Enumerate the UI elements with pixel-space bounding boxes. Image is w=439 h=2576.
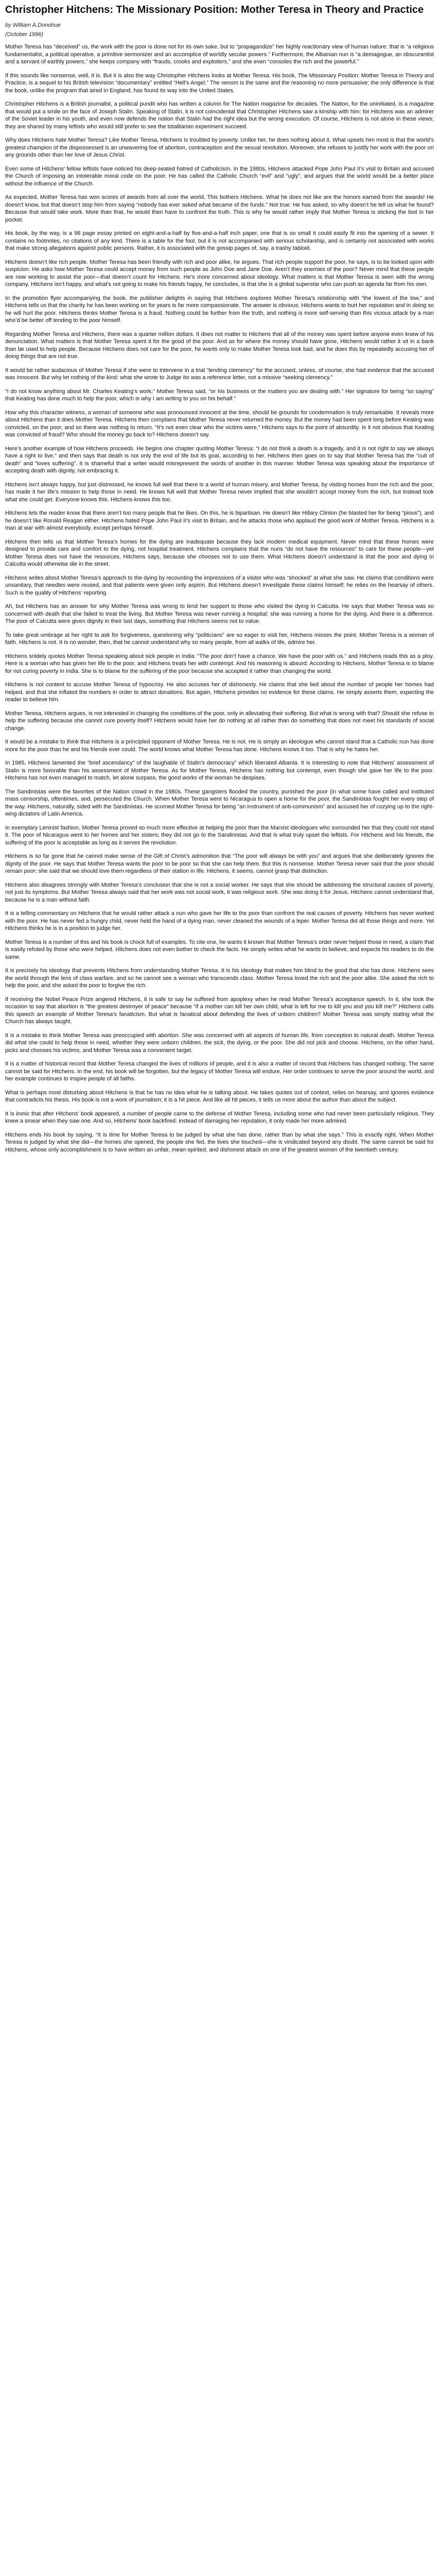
article-paragraph: It is a mistake to think Mother Teresa was preoccupied with abortion. She was concerned with all aspects of human life, from conception to natural death. Mother Teresa did what she could to help those in need, whether they were unborn children, the sick, the dying, or the poor. She did not pick and choose. Hitchens, on the other hand, picks and chooses his victims, and Mother Teresa was a convenient target.: [5, 1032, 434, 1054]
article-paragraph: “I do not know anything about Mr. Charles Keating’s work,” Mother Teresa said, “or his business or the matters you are dealing with.” Her signature for being “so saying” that Keating has done much to help the poor, which is why I am writing to you on his behalf.”: [5, 388, 434, 402]
article-paragraph: It would be a mistake to think that Hitchens is a principled opponent of Mother Teresa. He is not. He is simply an ideologue who cannot stand that a Catholic nun has done more for the poor than he and his friends ever could. The world knows what Mother Teresa has done. Hitchens knows it too. That is why he hates her.: [5, 739, 434, 753]
article-body: [5, 43, 434, 1154]
article-paragraph: Hitchens is so far gone that he cannot make sense of the Gift of Christ’s admonition that “The poor will always be with you” and argues that she deliberately ignores the dignity of the poor. He says that Mother Teresa wants the poor to be poor so that she can help them. But this is nonsense. Mother Teresa never said that the poor should remain poor; she said that we should love them regardless of their station in life. Hitchens, it seems, cannot grasp that distinction.: [5, 853, 434, 874]
article-paragraph: Even some of Hitchens’ fellow leftists have noticed his deep-seated hatred of Catholicism. In the 1980s, Hitchens attacked Pope John Paul II’s visit to Britain and accused the Church of imposing an intolerable moral code on the poor. He has called the Catholic Church “evil” and “ugly”, and argues that the world would be a better place without the influence of the Church.: [5, 165, 434, 187]
article-paragraph: It is ironic that after Hitchens’ book appeared, a number of people came to the defense of Mother Teresa, including some who had never been particularly religious. They knew a smear when they saw one. And so, Hitchens’ book backfired: instead of damaging her reputation, it only made her more admired.: [5, 1110, 434, 1124]
article-paragraph: Christopher Hitchens is a British journalist, a political pundit who has written a column for The Nation magazine for decades. The Nation, for the uninitiated, is a magazine that would put a smile on the face of Joseph Stalin. Speaking of Stalin, it is not coincidental that Christopher Hitchens saw a kinship with him: for Hitchens was an admirer of the Soviet leader in his youth, and even now defends the notion that Stalin had the right idea but the wrong execution. Of course, Hitchens is not alone in these views; they are shared by many leftists who would still prefer to see the totalitarian experiment succeed.: [5, 101, 434, 130]
article-paragraph: Hitchens doesn’t like rich people. Mother Teresa has been friendly with rich and poor alike, he argues. That rich people support the poor, he says, is to be looked upon with suspicion. He asks how Mother Teresa could accept money from such people as John Doe and Jane Doe. Aren’t they enemies of the poor? Never mind that these people are now working to assist the poor—that doesn’t count for Hitchens. He’s more concerned about ideology. What matters is that Mother Teresa is seen with the wrong company. Hitchens isn’t happy, and what’s not going to make his friends happy, he concludes, is that she is a global superstar who can push an agenda far from his own.: [5, 259, 434, 287]
article-paragraph: How why this character witness, a woman of someone who was pronounced innocent at the time, should be grounds for condemnation is truly remarkable. It reveals more about Hitchens than it does Mother Teresa. Hitchens then complains that Mother Teresa never returned the money. But the money had been spent long before Keating was convicted, on the poor, and so there was nothing to return. “It’s not even clear who the victims were,” Hitchens says to the point of absurdity. Is it not obvious that Keating was convicted of fraud? Who should the money go back to? Hitchens doesn’t say.: [5, 409, 434, 438]
article-paragraph: Hitchens writes about Mother Teresa’s approach to the dying by recounting the impressions of a visitor who was “shocked” at what she saw. He claims that conditions were unsanitary, that needles were reused, and that patients were given only aspirin. But Hitchens doesn’t investigate these claims himself; he relies on the hearsay of others. Such is the quality of Hitchens’ reporting.: [5, 574, 434, 596]
article-paragraph: Hitchens then tells us that Mother Teresa’s homes for the dying are inadequate because they lack modern medical equipment. Never mind that these homes were designed to provide care and comfort to the dying, not hospital treatment. Hitchens complains that the nuns “do not have the resources” to care for these people—yet Mother Teresa does not have the resources, Hitchens says, because she chooses not to use them. What Hitchens doesn’t understand is that the poor and dying in Calcutta would otherwise die in the street.: [5, 538, 434, 567]
article-paragraph: What is perhaps most disturbing about Hitchens is that he has no idea what he is talking about. He takes quotes out of context, relies on hearsay, and ignores evidence that contradicts his thesis. His book is not a work of journalism; it is a hit piece. And like all hit pieces, it tells us more about the author than about the subject.: [5, 1089, 434, 1103]
article-paragraph: Hitchens snidely quotes Mother Teresa speaking about sick people in India: “The poor don’t have a chance. We have the poor with us.” and Hitchens reads this as a ploy. Here is a woman who has given her life to the poor, and Hitchens treats her with contempt. And his reasoning is absurd: According to Hitchens, Mother Teresa is to blame for not curing poverty in India. She is to blame for the suffering of the poor because she accepted it rather than changing the world.: [5, 653, 434, 674]
article-paragraph: In exemplary Leninist fashion, Mother Teresa proved so much more effective at helping the poor than the Marxist ideologues who surrounded her that they could not stand it. The poor of Nicaragua went to her homes and her sisters; they did not go to the Sandinistas. And that is what truly upset the leftists. For Hitchens and his friends, the suffering of the poor is acceptable as long as it serves the revolution.: [5, 824, 434, 846]
article-paragraph: In 1985, Hitchens lamented the “brief ascendancy” of the laughable of Stalin’s democracy” which liberated Albania. It is interesting to note that Hitchens’ assessment of Stalin is more favorable than his assessment of Mother Teresa. As for Mother Teresa, Hitchens has nothing but contempt, even though she gave her life to the poor. Hitchens has not even managed to match, let alone surpass, the good works of the woman he despises.: [5, 760, 434, 781]
article-paragraph: Hitchens also disagrees strongly with Mother Teresa’s conclusion that she is not a social worker. He says that she should be addressing the structural causes of poverty, not just its symptoms. But Mother Teresa always said that her work was not social work, it was religious work. She was doing it for Jesus. Hitchens cannot understand that, because he is a man without faith.: [5, 882, 434, 903]
article-paragraph: It would be rather audacious of Mother Teresa if she were to intervene in a trial “lending clemency” for the accused, unless, of course, she had evidence that the accused was innocent. But why let nothing of the kind: what she wrote to Judge Ito was a reference letter, not a missive “seeking clemency.”: [5, 367, 434, 381]
article-paragraph: Ah, but Hitchens has an answer for why Mother Teresa was wrong to lend her support to those who visited the dying in Calcutta. He says that Mother Teresa was so concerned with death that she failed to treat the living. But Mother Teresa was never running a hospital; she was running a home for the dying. And there is a difference. The poor of Calcutta were given dignity in their last days, something that Hitchens seems not to value.: [5, 603, 434, 624]
article-paragraph: If this sounds like nonsense, well, it is. But it is also the way Christopher Hitchens looks at Mother Teresa. His book, The Missionary Position: Mother Teresa in Theory and Practice, is a sequel to his British television “documentary” entitled “Hell’s Angel.” The venom is the same and the reasoning no more persuasive; the only difference is that the book, unlike the program that aired in England, has found its way into the United States.: [5, 72, 434, 94]
article-paragraph: To take great umbrage at her right to ask for forgiveness, questioning why “politicians” are so eager to visit her, Hitchens misses the point. Mother Teresa is a woman of faith. Hitchens is not. It is no wonder, then, that he cannot understand why so many people, from all walks of life, admire her.: [5, 632, 434, 646]
article-paragraph: Mother Teresa is a number of this and his book is chock full of examples. To cite one, he wants it known that Mother Teresa’s order never helped those in need, a claim that is easily refuted by those who were helped. Hitchens does not even bother to check the facts. He simply writes what he wants to believe, and expects his readers to do the same.: [5, 939, 434, 960]
article-paragraph: His book, by the way, is a 98 page essay printed on eight-and-a-half by five-and-a-half inch paper, one that is so small it could easily fit into the opening of a sewer. It contains no footnotes, no citations of any kind. There is a table for the fool, but it is not accompanied with serious scholarship, and is certainly not associated with works that make strong allegations against public persons. Rather, it is associated with the gossip pages of, say, a trashy tabloid.: [5, 230, 434, 251]
article-paragraph: As expected, Mother Teresa has won scores of awards from all over the world. This bothers Hitchens. What he does not like are the honors earned from the awards! He doesn’t know, but that doesn’t stop him from saying “nobody has ever asked what became of the funds.” Not true: He has asked, so why doesn’t he tell us what he found? Because that would take work. More than that, he would then have to confront the truth. This is why he would rather imply that Mother Teresa is sticking the loot in her pocket.: [5, 194, 434, 223]
article-paragraph: It is a telling commentary on Hitchens that he would rather attack a nun who gave her life to the poor than confront the real causes of poverty. Hitchens has never worked with the poor. He has never fed a hungry child, never held the hand of a dying man, never cleaned the wounds of a leper. Mother Teresa did all those things and more. Yet Hitchens thinks he is in a position to judge her.: [5, 910, 434, 931]
article-byline: by William A.Donohue: [5, 22, 61, 28]
article-paragraph: Hitchens isn’t always happy, but just distressed, he knows full well that there is a world of human misery, and Mother Teresa, by visiting homes from the rich and the poor, has made it her life’s mission to help those in need. He knows full well that Mother Teresa never implied that she wouldn’t accept money from the rich, but instead took what she could get. Everyone knows this. Hitchens knows this too.: [5, 481, 434, 503]
article-paragraph: Regarding Mother Teresa and Hitchens, there was a quarter million dollars. It does not matter to Hitchens that all of the money was spent before anyone even knew of his denunciation. What matters is that Mother Teresa spent it for the good of the poor. And as for where the money should have gone, Hitchens would rather it sit in a bank than be used to help people. Because Hitchens does not care for the poor, he wants only to make Mother Teresa look bad, and he does this by repeatedly accusing her of doing things that are not true.: [5, 331, 434, 360]
article-paragraph: Hitchens lets the reader know that there aren’t too many people that he likes. On this, he is bipartisan. He doesn’t like Hillary Clinton (he blasted her for being “pious”), and he doesn’t like Ronald Reagan either. Hitchens hated Pope John Paul II’s visit to Britain, and he attacks those who applaud the good work of Mother Teresa. Hitchens is a man at war with almost everybody, except perhaps himself.: [5, 510, 434, 531]
article-paragraph: In the promotion flyer accompanying the book, the publisher delights in saying that Hitchens explores Mother Teresa’s relationship with “the lowest of the low,” and Hitchens tells us that the charity he has been working on for years is far more compassionate. The answer is obvious: Hitchens wants to hurt her reputation and in doing so he will hurt the poor. Hitchens thinks Mother Teresa is a fraud. Nothing could be further from the truth, and nothing is more self-serving than this vicious attack by a man who’d be better off tending to the poor himself.: [5, 295, 434, 324]
article-paragraph: It is precisely his ideology that prevents Hitchens from understanding Mother Teresa. It is his ideology that makes him blind to the good that she has done. Hitchens sees the world through the lens of class warfare, and so he cannot see a woman who transcends class. Mother Teresa loved the rich and the poor alike. She asked the rich to help the poor, and she asked the poor to forgive the rich.: [5, 968, 434, 989]
article-paragraph: If receiving the Nobel Peace Prize angered Hitchens, it is safe to say he suffered from apoplexy when he read Mother Teresa’s acceptance speech. In it, she took the occasion to say that abortion is “the greatest destroyer of peace” because “if a mother can kill her own child, what is left for me to kill you and you kill me?” Hitchens calls this speech an example of Mother Teresa’s fanaticism. But what is fanatical about defending the lives of unborn children? Mother Teresa was simply stating what the Church has always taught.: [5, 996, 434, 1025]
article-title: Christopher Hitchens: The Missionary Position: Mother Teresa in Theory and Practice: [5, 4, 424, 15]
article-date: (October 1996): [5, 31, 43, 38]
article-paragraph: Mother Teresa has “deceived” us, the work with the poor is done not for its own sake, but to “propagandize” her highly reactionary view of human nature: that is “a religious fundamentalist, a political operative, a primitive sermonizer and an accomplice of worldly secular powers.” Furthermore, the Albanian nun is “a demagogue, an obscurantist and a servant of earthly powers,” she keeps company with “frauds, crooks and exploiters,” and she even “consoles the rich and the powerful.”: [5, 44, 434, 65]
article: [5, 0, 434, 1160]
article-paragraph: Here’s another example of how Hitchens proceeds. He begins one chapter quoting Mother Teresa: “I do not think a death is a tragedy, and it is not right to say we always have a right to live,” and then says that death is not only the end of life but its goal, according to her. Hitchens then goes on to say that Mother Teresa has the “cult of death” and “loves suffering”. It is shameful that a writer would misrepresent the words of another in this manner. Mother Teresa was speaking about the importance of accepting death with dignity, not embracing it.: [5, 445, 434, 474]
article-paragraph: It is a matter of historical record that Mother Teresa changed the lives of millions of people, and it is also a matter of record that Hitchens has changed nothing. The same cannot be said for Hitchens. In the end, his book will be forgotten, but the legacy of Mother Teresa will endure. Her order continues to serve the poor around the world, and her example continues to inspire people of all faiths.: [5, 1061, 434, 1082]
article-paragraph: Hitchens ends his book by saying, “It is time for Mother Teresa to be judged by what she has done, rather than by what she says.” This is exactly right. When Mother Teresa is judged by what she did—the homes she opened, the people she fed, the lives she touched—she is vindicated beyond any doubt. The same cannot be said for Hitchens, whose only accomplishment is to have written an unfair, mean-spirited, and dishonest attack on one of the greatest women of the twentieth century.: [5, 1131, 434, 1153]
article-paragraph: Hitchens is not content to accuse Mother Teresa of hypocrisy. He also accuses her of dishonesty. He claims that she lied about the number of people her homes had helped, and that she inflated the numbers in order to attract donations. But again, Hitchens provides no evidence for these claims. He simply asserts them, expecting the reader to believe him.: [5, 682, 434, 703]
article-paragraph: Mother Teresa, Hitchens argues, is not interested in changing the conditions of the poor, only in alleviating their suffering. But what is wrong with that? Should she refuse to help the suffering because she cannot cure poverty itself? Hitchens would have her do nothing at all rather than do something that does not meet his standards of social change.: [5, 710, 434, 732]
article-paragraph: Why does Hitchens hate Mother Teresa? Like Mother Teresa, Hitchens is troubled by poverty. Unlike her, he does nothing about it. What upsets him most is that the world’s greatest champion of the dispossessed is an unwavering foe of abortion, contraception and the sexual revolution. Moreover, she refuses to justify her work with the poor on any grounds other than her love of Jesus Christ.: [5, 137, 434, 158]
article-paragraph: The Sandinistas were the favorites of the Nation crowd in the 1980s. These gangsters flooded the country, punished the poor (in what some have called and instituted mass censorship, oftentimes, and, persecuted the Church. When Mother Teresa went to Nicaragua to open a home for the poor, the Sandinistas fought her every step of the way. Hitchens, naturally, sided with the Sandinistas. He scorned Mother Teresa for being “an instrument of anti-communism” and accused her of cozying up to the right-wing dictators of Latin America.: [5, 788, 434, 817]
